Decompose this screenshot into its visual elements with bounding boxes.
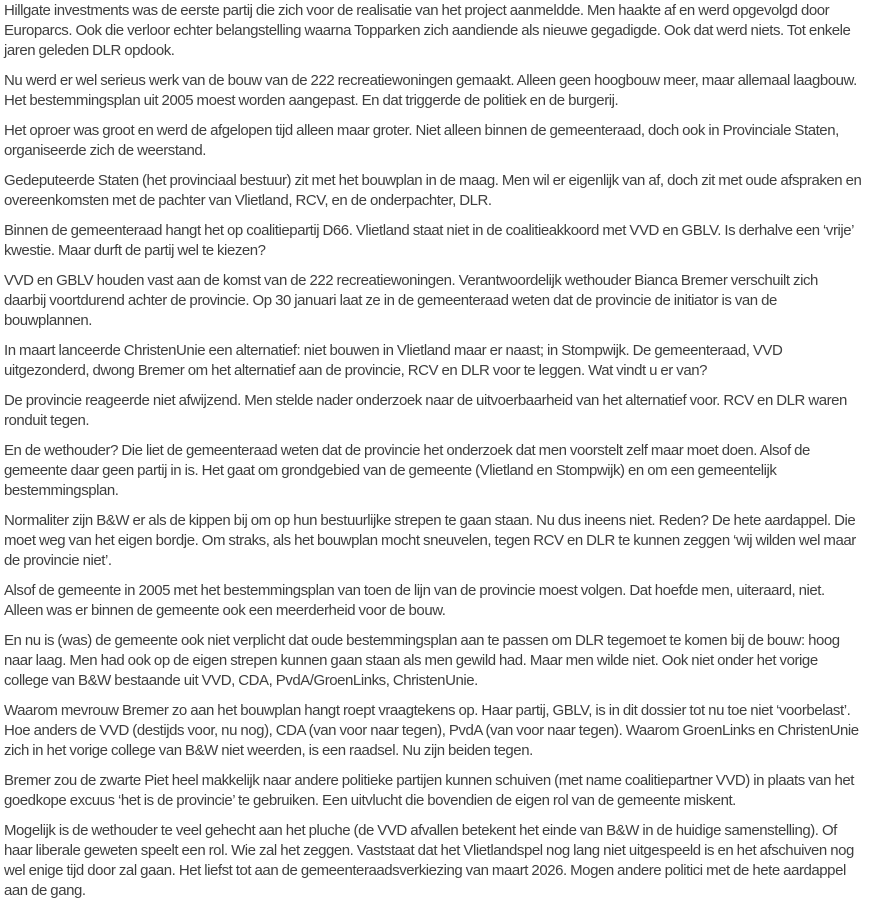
- article-paragraph: VVD en GBLV houden vast aan de komst van de 222 recreatiewoningen. Verantwoordelijk wethouder Bianca Bremer verschuilt zich daarbij voortdurend achter de provincie. Op 30 januari laat ze in de gemeenteraad weten dat de provincie de initiator is van de bouwplannen.: [4, 272, 818, 329]
- article-paragraph: Alsof de gemeente in 2005 met het bestemmingsplan van toen de lijn van de provincie moest volgen. Dat hoefde men, uiteraard, niet. Alleen was er binnen de gemeente ook een meerderheid voor de bouw.: [4, 582, 825, 619]
- article-paragraph: Gedeputeerde Staten (het provinciaal bestuur) zit met het bouwplan in de maag. Men wil er eigenlijk van af, doch zit met oude afspraken en overeenkomsten met de pachter van Vlietland, RCV, en de onderpachter, DLR.: [4, 172, 862, 209]
- article-paragraph: Normaliter zijn B&W er als de kippen bij om op hun bestuurlijke strepen te gaan staan. Nu dus ineens niet. Reden? De hete aardappel. Die moet weg van het eigen bordje. Om straks, als het bouwplan mocht sneuvelen, tegen RCV en DLR te kunnen zeggen ‘wij wilden wel maar de provincie niet’.: [4, 512, 856, 569]
- article-paragraph: Mogelijk is de wethouder te veel gehecht aan het pluche (de VVD afvallen betekent het einde van B&W in de huidige samenstelling). Of haar liberale geweten speelt een rol. Wie zal het zeggen. Vaststaat dat het Vlietlandspel nog lang niet uitgespeeld is en het afschuiven nog wel enige tijd door zal gaan. Het liefst tot aan de gemeenteraadsverkiezing van maart 2026. Mogen andere politici met de hete aardappel aan de gang.: [4, 822, 854, 899]
- article-paragraph: Binnen de gemeenteraad hangt het op coalitiepartij D66. Vlietland staat niet in de coalitieakkoord met VVD en GBLV. Is derhalve een ‘vrije’ kwestie. Maar durft de partij wel te kiezen?: [4, 222, 854, 259]
- article-paragraph: In maart lanceerde ChristenUnie een alternatief: niet bouwen in Vlietland maar er naast; in Stompwijk. De gemeenteraad, VVD uitgezonderd, dwong Bremer om het alternatief aan de provincie, RCV en DLR voor te leggen. Wat vindt u er van?: [4, 342, 783, 379]
- article-paragraph: Hillgate investments was de eerste partij die zich voor de realisatie van het project aanmeldde. Men haakte af en werd opgevolgd door Europarcs. Ook die verloor echter belangstelling waarna Topparken zich aandiende als nieuwe gegadigde. Ook dat werd niets. Tot enkele jaren geleden DLR opdook.: [4, 2, 851, 59]
- article-paragraph: Het oproer was groot en werd de afgelopen tijd alleen maar groter. Niet alleen binnen de gemeenteraad, doch ook in Provinciale Staten, organiseerde zich de weerstand.: [4, 122, 839, 159]
- article-paragraph: Waarom mevrouw Bremer zo aan het bouwplan hangt roept vraagtekens op. Haar partij, GBLV, is in dit dossier tot nu toe niet ‘voorbelast’. Hoe anders de VVD (destijds voor, nu nog), CDA (van voor naar tegen), PvdA (van voor naar tegen). Waarom GroenLinks en ChristenUnie zich in het vorige college van B&W niet weerden, is een raadsel. Nu zijn beiden tegen.: [4, 702, 859, 759]
- article-paragraph: En de wethouder? Die liet de gemeenteraad weten dat de provincie het onderzoek dat men voorstelt zelf maar moet doen. Alsof de gemeente daar geen partij in is. Het gaat om grondgebied van de gemeente (Vlietland en Stompwijk) en om een gemeentelijk bestemmingsplan.: [4, 442, 810, 499]
- article-paragraph: De provincie reageerde niet afwijzend. Men stelde nader onderzoek naar de uitvoerbaarheid van het alternatief voor. RCV en DLR waren ronduit tegen.: [4, 392, 847, 429]
- article-paragraph: Nu werd er wel serieus werk van de bouw van de 222 recreatiewoningen gemaakt. Alleen geen hoogbouw meer, maar allemaal laagbouw. Het bestemmingsplan uit 2005 moest worden aangepast. En dat triggerde de politiek en de burgerij.: [4, 72, 857, 109]
- article-paragraph: En nu is (was) de gemeente ook niet verplicht dat oude bestemmingsplan aan te passen om DLR tegemoet te komen bij de bouw: hoog naar laag. Men had ook op de eigen strepen kunnen gaan staan als men gewild had. Maar men wilde niet. Ook niet onder het vorige college van B&W bestaande uit VVD, CDA, PvdA/GroenLinks, ChristenUnie.: [4, 632, 840, 689]
- article-paragraph: Bremer zou de zwarte Piet heel makkelijk naar andere politieke partijen kunnen schuiven (met name coalitiepartner VVD) in plaats van het goedkope excuus ‘het is de provincie’ te gebruiken. Een uitvlucht die bovendien de eigen rol van de gemeente miskent.: [4, 772, 854, 809]
